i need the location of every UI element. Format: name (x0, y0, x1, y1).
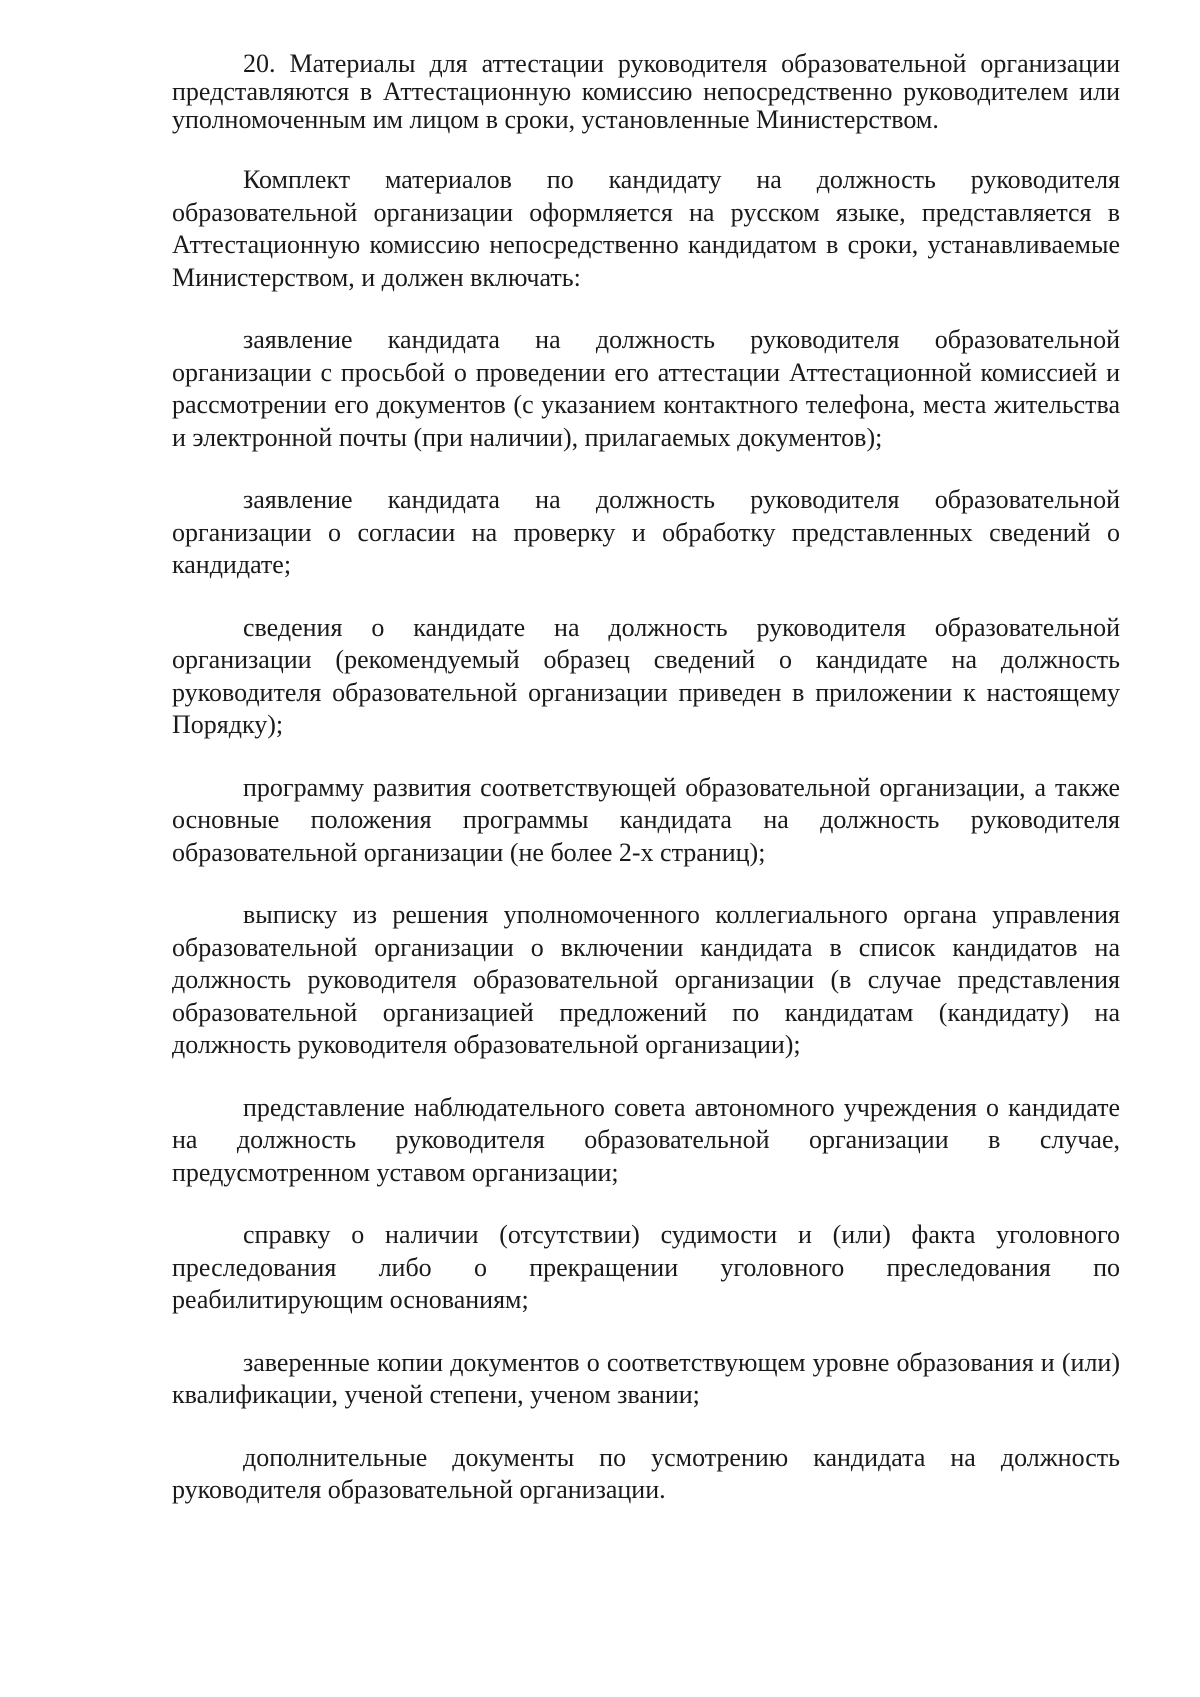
paragraph-development-program: программу развития соответствующей образовательной организации, а также основные положения программы кандидата на должность руководителя образовательной организации (не более 2-х страниц); (172, 772, 1120, 867)
document-body (172, 50, 1120, 1537)
paragraph-criminal-record-certificate: справку о наличии (отсутствии) судимости и (или) факта уголовного преследования либо о прекращении уголовного преследования по реабилитирующим основаниям; (172, 1220, 1120, 1314)
paragraph-materials-set: Комплект материалов по кандидату на должность руководителя образовательной организации оформляется на русском языке, представляется в Аттестационную комиссию непосредственно кандидатом в сроки, устанавливаемые Министерством, и должен включать: (172, 165, 1120, 292)
paragraph-item-20: 20. Материалы для аттестации руководителя образовательной организации представляются в Аттестационную комиссию непосредственно руководителем или уполномоченным им лицом в сроки, установленные Министерством. (172, 49, 1120, 134)
paragraph-application-attestation: заявление кандидата на должность руководителя образовательной организации с просьбой о проведении его аттестации Аттестационной комиссией и рассмотрении его документов (с указанием контактного телефона, места жительства и электронной почты (при наличии), прилагаемых документов); (172, 325, 1120, 452)
paragraph-application-consent: заявление кандидата на должность руководителя образовательной организации о согласии на проверку и обработку представленных сведений о кандидате; (172, 485, 1120, 579)
paragraph-collegial-decision-extract: выписку из решения уполномоченного коллегиального органа управления образовательной организации о включении кандидата в список кандидатов на должность руководителя образовательной организации (в случае представления образовательной организацией предложений по кандидатам (кандидату) на должность руководителя образовательной организации); (172, 900, 1120, 1059)
paragraph-supervisory-board: представление наблюдательного совета автономного учреждения о кандидате на должность руководителя образовательной организации в случае, предусмотренном уставом организации; (172, 1092, 1120, 1187)
paragraph-education-copies: заверенные копии документов о соответствующем уровне образования и (или) квалификации, ученой степени, ученом звании; (172, 1347, 1120, 1409)
paragraph-candidate-info: сведения о кандидате на должность руководителя образовательной организации (рекомендуемый образец сведений о кандидате на должность руководителя образовательной организации приведен в приложении к настоящему Порядку); (172, 612, 1120, 739)
paragraph-additional-documents: дополнительные документы по усмотрению кандидата на должность руководителя образовательной организации. (172, 1442, 1120, 1504)
